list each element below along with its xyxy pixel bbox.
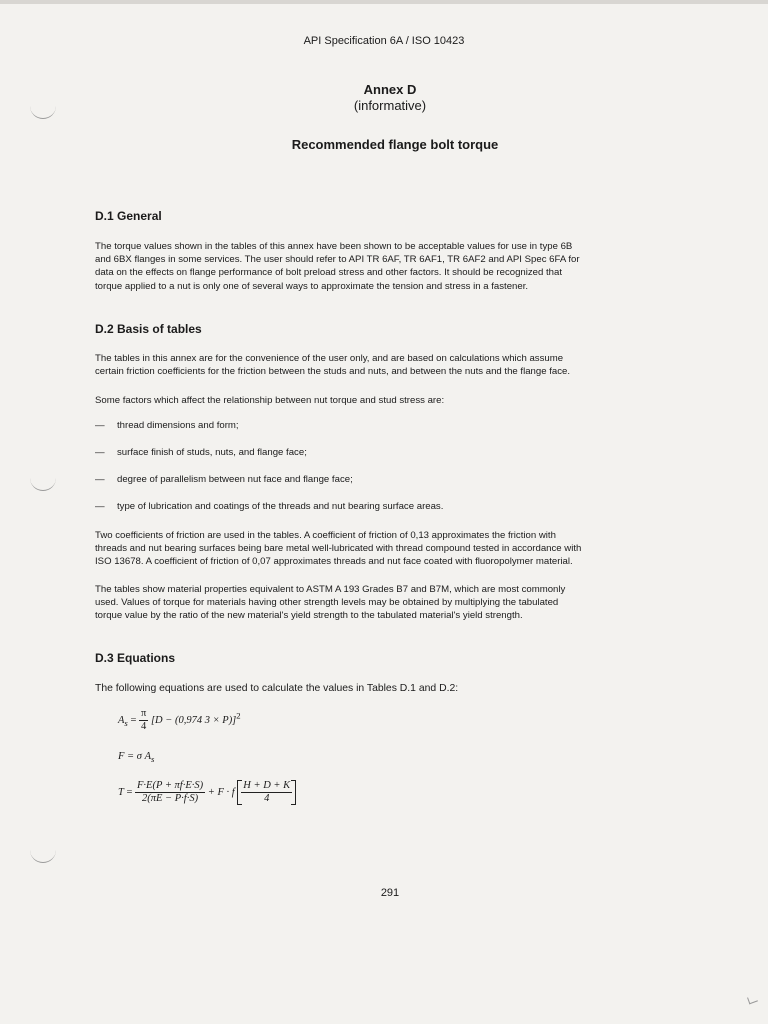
paragraph-d3-intro: The following equations are used to calculate the values in Tables D.1 and D.2: <box>95 683 459 694</box>
eq-lhs: F <box>118 751 125 762</box>
paragraph-d2-friction <box>95 529 699 569</box>
list-item <box>95 446 699 459</box>
eq-rhs: A <box>144 751 151 762</box>
punch-hole-mark <box>30 476 56 491</box>
text-line: Two coefficients of friction are used in the tables. A coefficient of friction of 0,13 approximates the friction with <box>95 530 556 541</box>
text-line: used. Values of torque for materials having other strength levels may be obtained by multiplying the tabulated <box>95 597 559 609</box>
list-item-text: thread dimensions and form; <box>117 420 239 431</box>
eq-bracket <box>237 780 296 805</box>
text-line: ISO 13678. A coefficient of friction of 0,07 approximates threads and nut face coated with fluoropolymer material. <box>95 556 573 568</box>
list-item-text: surface finish of studs, nuts, and flange face; <box>117 447 307 458</box>
eq-frac-num: H + D + K <box>243 780 291 791</box>
equation-stress-area <box>118 708 241 733</box>
page-top-edge <box>0 0 768 4</box>
punch-hole-mark <box>30 848 56 863</box>
eq-lhs: A <box>118 714 125 726</box>
eq-equals: = <box>127 714 139 726</box>
list-item <box>95 419 699 432</box>
eq-frac-den: 2(πE − P·f·S) <box>142 793 199 804</box>
eq-frac-den: 4 <box>264 793 270 804</box>
eq-rhs-sub: s <box>150 754 155 765</box>
text-line: torque applied to a nut is only one of several ways to approximate the tension and stress in a fastener. <box>95 280 529 292</box>
annex-title: Annex D <box>363 82 417 97</box>
scan-mark <box>747 995 758 1005</box>
eq-frac-num: F·E(P + πf·E·S) <box>137 780 204 791</box>
text-line: data on the effects on flange performance of bolt preload stress and other factors. It should be recognized that <box>95 267 563 279</box>
text-line: The torque values shown in the tables of this annex have been shown to be acceptable values for use in type 6B <box>95 241 573 252</box>
annex-subtitle: (informative) <box>353 98 427 113</box>
bullet-dash: — <box>95 447 105 458</box>
bullet-dash: — <box>95 474 105 485</box>
eq-fraction <box>139 708 148 733</box>
paragraph-d2-intro <box>95 352 699 378</box>
section-heading-d2: D.2 Basis of tables <box>95 322 202 336</box>
page-number: 291 <box>380 887 400 899</box>
paragraph-d1 <box>95 240 699 293</box>
paragraph-d2-materials <box>95 583 699 623</box>
bullet-dash: — <box>95 501 105 512</box>
text-line: The tables show material properties equivalent to ASTM A 193 Grades B7 and B7M, which are most commonly <box>95 584 566 595</box>
eq-bracket-fraction <box>241 780 292 805</box>
list-item <box>95 500 699 513</box>
paragraph-d2-factors: Some factors which affect the relationship between nut torque and stud stress are: <box>95 395 445 406</box>
eq-power: 2 <box>236 710 241 721</box>
eq-equals: = σ <box>124 751 145 762</box>
text-line: and 6BX flanges in some services. The user should refer to API TR 6AF, TR 6AF1, TR 6AF2 and API Spec 6FA for <box>95 254 580 266</box>
equation-force <box>118 751 154 764</box>
text-line: The tables in this annex are for the convenience of the user only, and are based on calculations which assume <box>95 353 564 364</box>
text-line: threads and nut bearing surfaces being bare metal well-lubricated with thread compound tested in accordance with <box>95 543 582 555</box>
eq-equals: = <box>123 786 136 798</box>
eq-lhs-sub: s <box>124 718 128 728</box>
equation-torque <box>118 780 296 805</box>
section-heading-d1: D.1 General <box>95 209 162 223</box>
eq-lhs: T <box>118 786 124 798</box>
section-heading-d3: D.3 Equations <box>95 651 176 665</box>
text-line: certain friction coefficients for the friction between the studs and nuts, and between the nuts and the flange face. <box>95 366 571 378</box>
list-item <box>95 473 699 486</box>
eq-fraction <box>135 780 205 805</box>
eq-frac-num: π <box>141 708 147 719</box>
eq-frac-den: 4 <box>141 721 147 732</box>
list-item-text: type of lubrication and coatings of the threads and nut bearing surface areas. <box>117 501 444 512</box>
bullet-dash: — <box>95 420 105 431</box>
text-line: torque value by the ratio of the new material's yield strength to the tabulated material's yield strength. <box>95 610 523 622</box>
eq-plus-term: + F · f <box>205 786 238 798</box>
eq-body: [D − (0,974 3 × P)] <box>150 714 237 726</box>
annex-heading: Recommended flange bolt torque <box>291 137 499 152</box>
running-header: API Specification 6A / ISO 10423 <box>303 35 465 47</box>
list-item-text: degree of parallelism between nut face and flange face; <box>117 474 353 485</box>
